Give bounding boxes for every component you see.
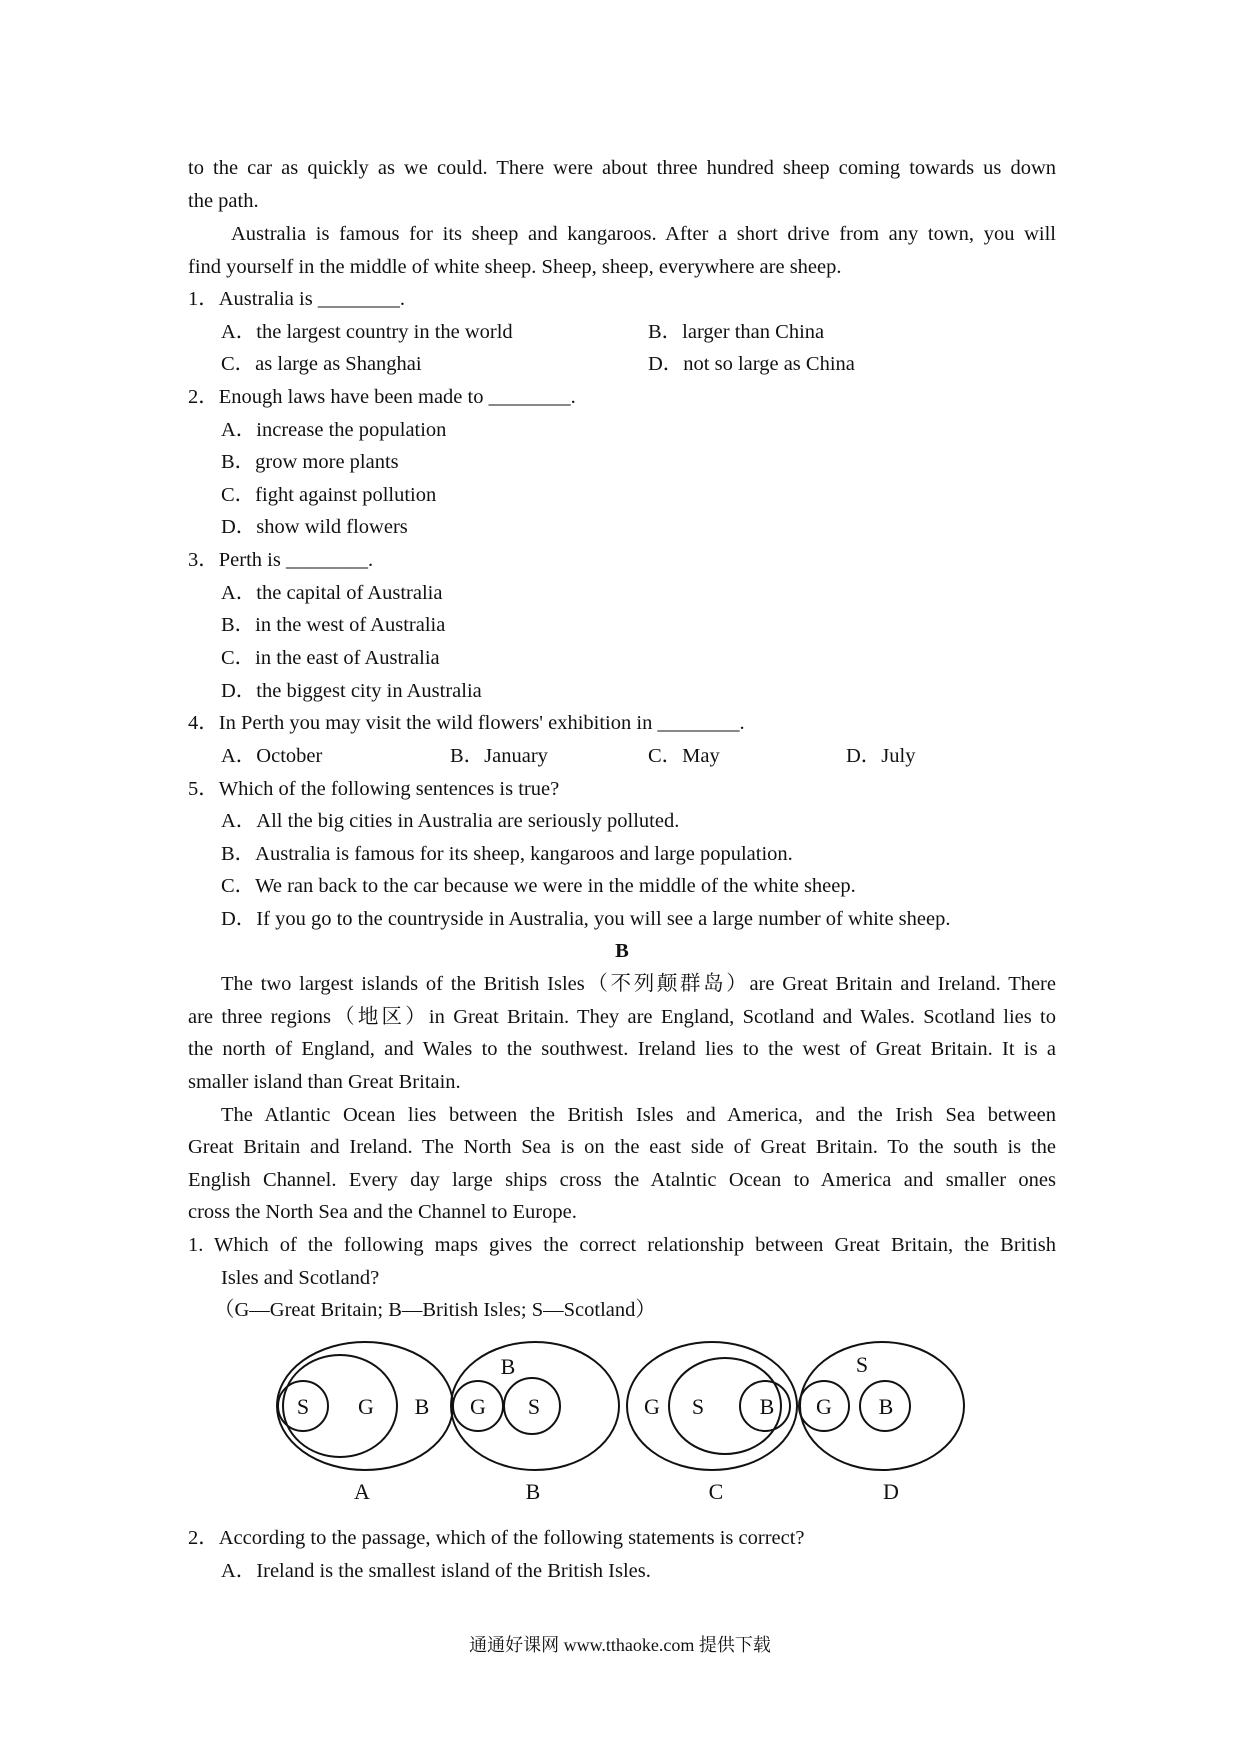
question-4-option-a: A．October: [221, 745, 323, 767]
question-1-option-d: D．not so large as China: [648, 353, 855, 375]
question-5-stem: 5．Which of the following sentences is true?: [188, 778, 560, 800]
map-c-label-b: B: [759, 1394, 775, 1419]
map-d-label-s: S: [855, 1352, 869, 1377]
section-b-heading: B: [615, 940, 629, 962]
question-3-option-c: C．in the east of Australia: [221, 647, 440, 669]
question-2-option-a: A．increase the population: [221, 419, 447, 441]
passage-b-line-1: The two largest islands of the British Isles（不列颠群岛）are Great Britain and Ireland. There: [221, 973, 1056, 995]
question-3-option-d: D．the biggest city in Australia: [221, 680, 482, 702]
question-b1-stem-line-2: Isles and Scotland?: [221, 1267, 380, 1289]
passage-b-line-5: The Atlantic Ocean lies between the British Isles and America, and the Irish Sea between: [221, 1104, 1056, 1126]
question-1-stem: 1．Australia is ________.: [188, 288, 405, 310]
question-2-stem: 2．Enough laws have been made to ________.: [188, 386, 576, 408]
passage-b-line-6: Great Britain and Ireland. The North Sea is on the east side of Great Britain. To the south is the: [188, 1136, 1056, 1158]
map-d-label-g: G: [816, 1394, 832, 1419]
passage-b-line-2: are three regions（地区）in Great Britain. They are England, Scotland and Wales. Scotland lies to: [188, 1006, 1056, 1028]
map-b-caption: B: [525, 1479, 541, 1504]
map-a-label-b: B: [414, 1394, 430, 1419]
map-c-label-g: G: [644, 1394, 660, 1419]
question-5-option-a: A．All the big cities in Australia are seriously polluted.: [221, 810, 680, 832]
map-b-label-s: S: [527, 1394, 541, 1419]
map-c-caption: C: [708, 1479, 724, 1504]
map-a-caption: A: [354, 1479, 370, 1504]
question-b2-stem: 2．According to the passage, which of the following statements is correct?: [188, 1527, 805, 1549]
question-2-option-b: B．grow more plants: [221, 451, 399, 473]
question-2-option-c: C．fight against pollution: [221, 484, 437, 506]
map-b-label-b: B: [500, 1354, 516, 1379]
question-1-option-c: C．as large as Shanghai: [221, 353, 422, 375]
region-relationship-diagram: [0, 1330, 1240, 1510]
map-c-label-s: S: [691, 1394, 705, 1419]
question-3-stem: 3．Perth is ________.: [188, 549, 374, 571]
question-3-option-a: A．the capital of Australia: [221, 582, 443, 604]
map-d-label-b: B: [878, 1394, 894, 1419]
question-5-option-d: D．If you go to the countryside in Australia, you will see a large number of white sheep.: [221, 908, 951, 930]
map-a-label-s: S: [296, 1394, 310, 1419]
passage-a-line-3: Australia is famous for its sheep and kangaroos. After a short drive from any town, you will: [231, 223, 1056, 245]
passage-b-line-8: cross the North Sea and the Channel to Europe.: [188, 1201, 577, 1223]
question-5-option-c: C．We ran back to the car because we were in the middle of the white sheep.: [221, 875, 856, 897]
passage-a-line-2: the path.: [188, 190, 259, 212]
question-b1-stem-line-1: 1. Which of the following maps gives the correct relationship between Great Britain, the British: [188, 1234, 1056, 1256]
question-4-stem: 4．In Perth you may visit the wild flowers' exhibition in ________.: [188, 712, 745, 734]
passage-b-line-3: the north of England, and Wales to the southwest. Ireland lies to the west of Great Britain. It is a: [188, 1038, 1056, 1060]
map-a-label-g: G: [358, 1394, 374, 1419]
question-3-option-b: B．in the west of Australia: [221, 614, 446, 636]
map-d-caption: D: [883, 1479, 899, 1504]
passage-b-line-4: smaller island than Great Britain.: [188, 1071, 461, 1093]
question-1-option-b: B．larger than China: [648, 321, 825, 343]
question-5-option-b: B．Australia is famous for its sheep, kangaroos and large population.: [221, 843, 793, 865]
question-4-option-c: C．May: [648, 745, 720, 767]
question-1-option-a: A．the largest country in the world: [221, 321, 513, 343]
passage-a-line-1: to the car as quickly as we could. There were about three hundred sheep coming towards us down: [188, 157, 1056, 179]
footer-source: 通通好课网 www.tthaoke.com 提供下载: [469, 1635, 771, 1655]
map-b-label-g: G: [470, 1394, 486, 1419]
question-b2-option-a: A．Ireland is the smallest island of the British Isles.: [221, 1560, 651, 1582]
passage-a-line-4: find yourself in the middle of white sheep. Sheep, sheep, everywhere are sheep.: [188, 256, 842, 278]
question-4-option-d: D．July: [846, 745, 916, 767]
question-b1-legend: （G—Great Britain; B—British Isles; S—Scotland）: [214, 1299, 656, 1321]
question-2-option-d: D．show wild flowers: [221, 516, 408, 538]
passage-b-line-7: English Channel. Every day large ships cross the Atalntic Ocean to America and smaller ones: [188, 1169, 1056, 1191]
question-4-option-b: B．January: [450, 745, 548, 767]
